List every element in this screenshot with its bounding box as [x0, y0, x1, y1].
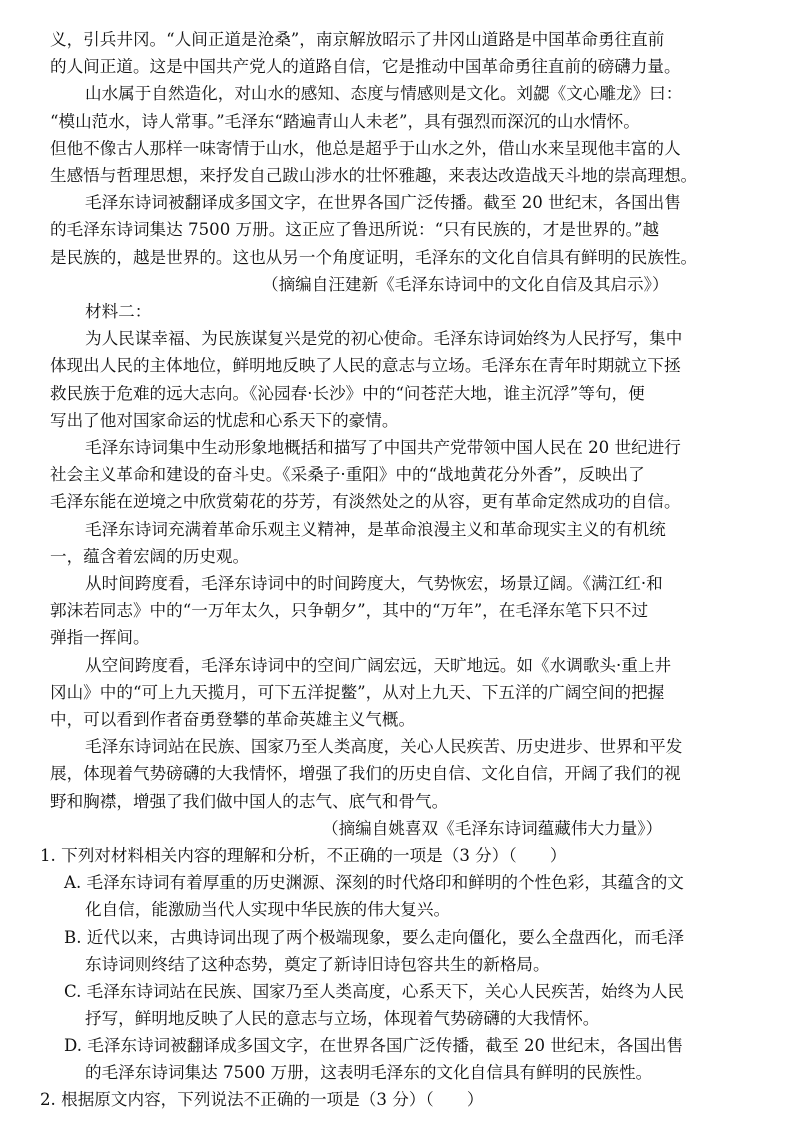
- text-line: 是民族的，越是世界的。这也从另一个角度证明，毛泽东的文化自信具有鲜明的民族性。: [50, 248, 698, 267]
- q1-option-a-cont: 化自信，能激励当代人实现中华民族的伟大复兴。: [85, 900, 451, 919]
- material-heading: 材料二：: [85, 302, 152, 321]
- paragraph-start: 毛泽东诗词站在民族、国家乃至人类高度，关心人民疾苦、历史进步、世界和平发: [85, 737, 683, 756]
- text-line: 义，引兵井冈。“人间正道是沧桑”，南京解放昭示了井冈山道路是中国革命勇往直前: [50, 30, 665, 49]
- text-line: 生感悟与哲理思想，来抒发自己跋山涉水的壮怀雅趣，来表达改造战天斗地的崇高理想。: [50, 166, 698, 185]
- paragraph-start: 毛泽东诗词充满着革命乐观主义精神，是革命浪漫主义和革命现实主义的有机统: [85, 520, 666, 539]
- paragraph-start: 毛泽东诗词集中生动形象地概括和描写了中国共产党带领中国人民在 20 世纪进行: [85, 438, 681, 457]
- q1-option-b: B. 近代以来，古典诗词出现了两个极端现象，要么走向僵化，要么全盘西化，而毛泽: [64, 928, 685, 947]
- text-line: 野和胸襟，增强了我们做中国人的志气、底气和骨气。: [50, 792, 449, 811]
- source-citation: （摘编自汪建新《毛泽东诗词中的文化自信及其启示》）: [262, 275, 669, 294]
- paragraph-start: 为人民谋幸福、为民族谋复兴是党的初心使命。毛泽东诗词始终为人民抒写，集中: [85, 329, 683, 348]
- q1-option-a: A. 毛泽东诗词有着厚重的历史渊源、深刻的时代烙印和鲜明的个性色彩，其蕴含的文: [64, 873, 684, 892]
- text-line: 但他不像古人那样一味寄情于山水，他总是超乎于山水之外，借山水来呈现他丰富的人: [50, 139, 681, 158]
- q1-option-d-cont: 的毛泽东诗词集达 7500 万册，这表明毛泽东的文化自信具有鲜明的民族性。: [85, 1063, 653, 1082]
- question-2-stem: 2. 根据原文内容，下列说法不正确的一项是（3 分）（ ）: [40, 1090, 484, 1109]
- source-citation: （摘编自姚喜双《毛泽东诗词蕴藏伟大力量》）: [322, 819, 663, 838]
- text-line: 中，可以看到作者奋勇登攀的革命英雄主义气概。: [50, 710, 416, 729]
- text-line: 一，蕴含着宏阔的历史观。: [50, 547, 250, 566]
- q1-option-c: C. 毛泽东诗词站在民族、国家乃至人类高度，心系天下，关心人民疾苦，始终为人民: [64, 982, 685, 1001]
- text-line: 弹指一挥间。: [50, 628, 150, 647]
- q1-option-d: D. 毛泽东诗词被翻译成多国文字，在世界各国广泛传播，截至 20 世纪末，各国出售: [64, 1036, 684, 1055]
- paragraph-start: 从时间跨度看，毛泽东诗词中的时间跨度大，气势恢宏，场景辽阔。《满江红·和: [85, 574, 663, 593]
- text-line: 冈山》中的“可上九天揽月，可下五洋捉鳖”，从对上九天、下五洋的广阔空间的把握: [50, 683, 665, 702]
- q1-option-c-cont: 抒写，鲜明地反映了人民的意志与立场，体现着气势磅礴的大我情怀。: [85, 1009, 600, 1028]
- text-line: 的毛泽东诗词集达 7500 万册。这正应了鲁迅所说：“只有民族的，才是世界的。”越: [50, 220, 660, 239]
- text-line: 的人间正道。这是中国共产党人的道路自信，它是推动中国革命勇往直前的磅礴力量。: [50, 57, 681, 76]
- question-1-stem: 1. 下列对材料相关内容的理解和分析，不正确的一项是（3 分）（ ）: [40, 846, 567, 865]
- text-line: 毛泽东能在逆境之中欣赏菊花的芬芳，有淡然处之的从容，更有革命定然成功的自信。: [50, 492, 681, 511]
- text-line: 救民族于危难的远大志向。《沁园春·长沙》中的“问苍茫大地，谁主沉浮”等句，便: [50, 384, 645, 403]
- text-line: 郭沫若同志》中的“一万年太久，只争朝夕”，其中的“万年”，在毛泽东笔下只不过: [50, 601, 649, 620]
- text-line: 体现出人民的主体地位，鲜明地反映了人民的意志与立场。毛泽东在青年时期就立下拯: [50, 356, 681, 375]
- text-line: 写出了他对国家命运的忧虑和心系天下的豪情。: [50, 411, 399, 430]
- text-line: “模山范水，诗人常事。”毛泽东“踏遍青山人未老”，具有强烈而深沉的山水情怀。: [50, 112, 640, 131]
- paragraph-start: 山水属于自然造化，对山水的感知、态度与情感则是文化。刘勰《文心雕龙》曰：: [85, 84, 683, 103]
- text-line: 社会主义革命和建设的奋斗史。《采桑子·重阳》中的“战地黄花分外香”，反映出了: [50, 465, 645, 484]
- text-line: 展，体现着气势磅礴的大我情怀，增强了我们的历史自信、文化自信，开阔了我们的视: [50, 764, 681, 783]
- paragraph-start: 从空间跨度看，毛泽东诗词中的空间广阔宏远，天旷地远。如《水调歌头·重上井: [85, 656, 672, 675]
- paragraph-start: 毛泽东诗词被翻译成多国文字，在世界各国广泛传播。截至 20 世纪末，各国出售: [85, 193, 681, 212]
- q1-option-b-cont: 东诗词则终结了这种态势，奠定了新诗旧诗包容共生的新格局。: [85, 955, 550, 974]
